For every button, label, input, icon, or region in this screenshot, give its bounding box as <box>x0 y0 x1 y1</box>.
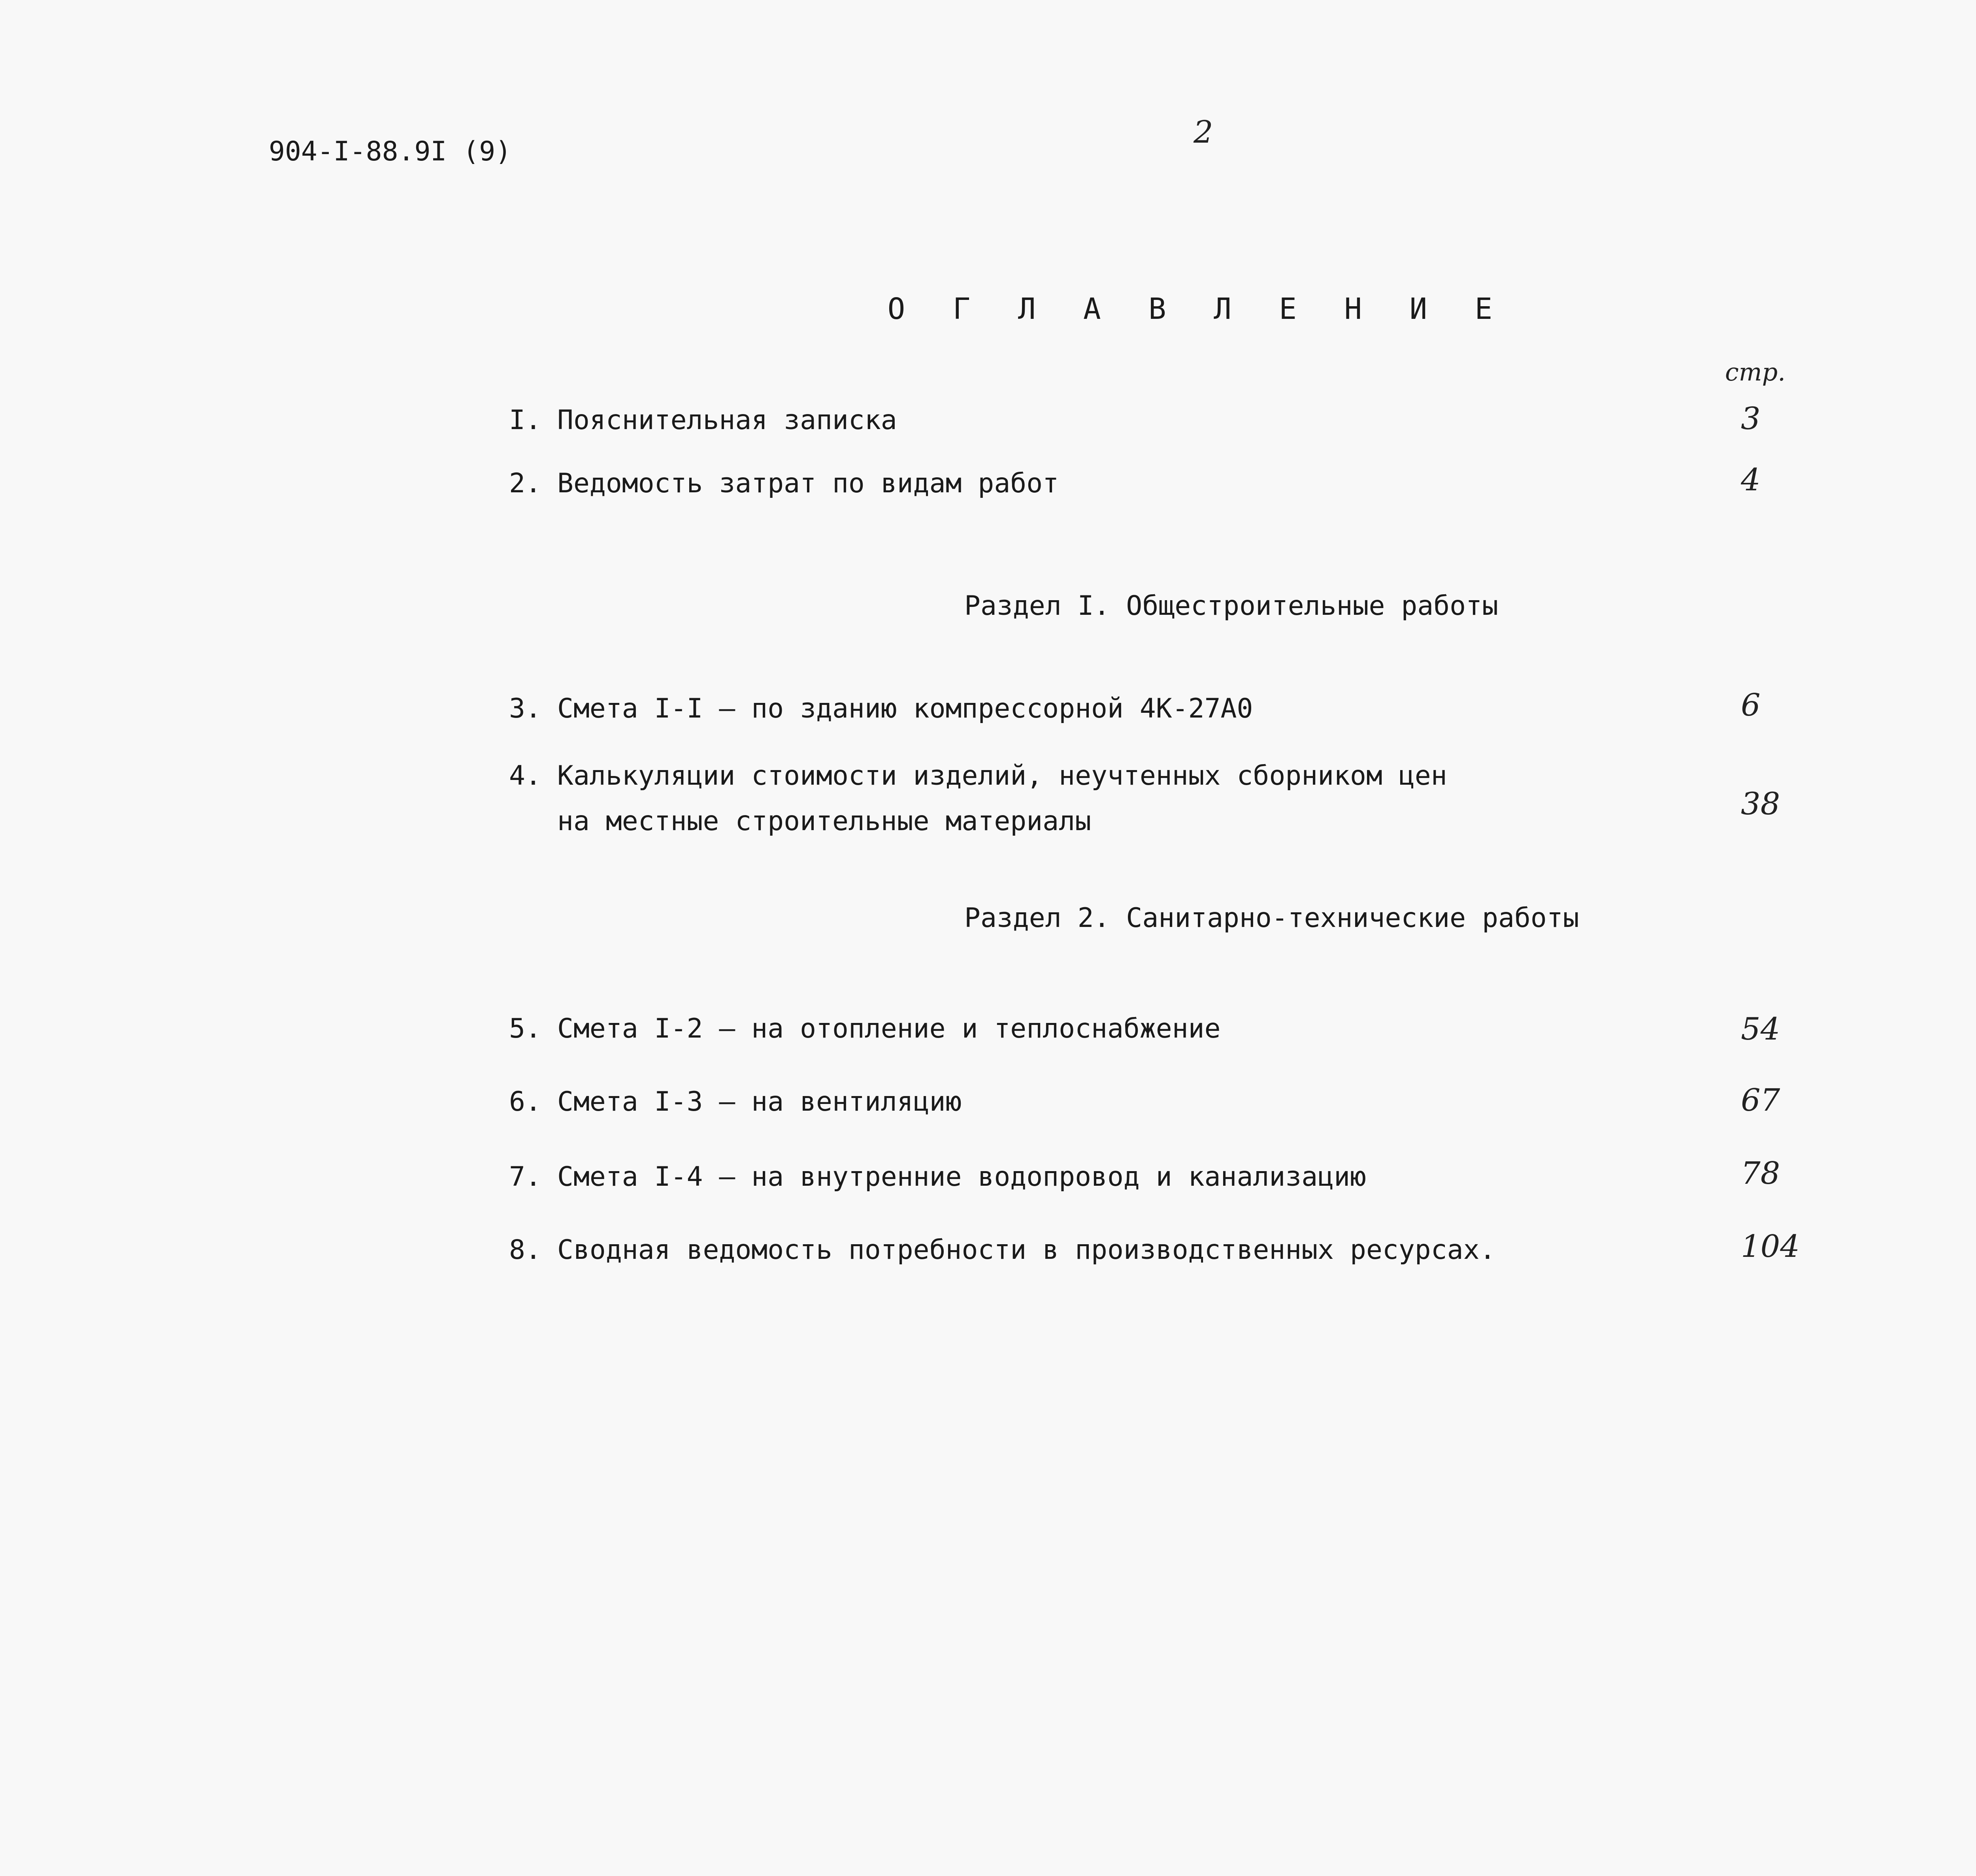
toc-item-number: 7. <box>509 1161 541 1192</box>
toc-item-number: 8. <box>509 1234 541 1266</box>
page-column-label: стр. <box>1725 358 1786 386</box>
toc-item-text: Ведомость затрат по видам работ <box>557 468 1059 499</box>
toc-item-text: Смета I-3 – на вентиляцию <box>557 1086 962 1117</box>
toc-item-page: 3 <box>1741 401 1761 437</box>
toc-item-number: I. <box>509 405 541 436</box>
section-heading: Раздел 2. Санитарно-технические работы <box>964 902 1579 934</box>
toc-item-number: 3. <box>509 693 541 724</box>
toc-item-text: Сводная ведомость потребности в производственных ресурсах. <box>557 1234 1496 1266</box>
toc-item-text-line-1: Калькуляции стоимости изделий, неучтенных сборником цен <box>557 760 1447 791</box>
toc-item-number: 4. <box>509 760 541 791</box>
toc-item-number: 2. <box>509 468 541 499</box>
document-number: 904-I-88.9I (9) <box>269 136 512 167</box>
toc-item-page: 38 <box>1741 786 1780 822</box>
toc-item-page: 78 <box>1741 1156 1780 1191</box>
toc-item-text: Пояснительная записка <box>557 405 897 436</box>
toc-item-number: 5. <box>509 1013 541 1044</box>
toc-item-page: 54 <box>1741 1011 1780 1047</box>
toc-item-page: 4 <box>1741 462 1761 498</box>
toc-item-number: 6. <box>509 1086 541 1117</box>
toc-item-text: Смета I-4 – на внутренние водопровод и канализацию <box>557 1161 1366 1192</box>
page-number: 2 <box>1194 115 1213 150</box>
toc-item-text: Смета I-2 – на отопление и теплоснабжение <box>557 1013 1221 1044</box>
toc-title: О Г Л А В Л Е Н И Е <box>887 292 1508 326</box>
toc-item-text: Смета I-I – по зданию компрессорной 4К-27А0 <box>557 693 1253 724</box>
toc-item-page: 6 <box>1741 687 1761 723</box>
toc-item-page: 104 <box>1741 1229 1800 1264</box>
section-heading: Раздел I. Общестроительные работы <box>964 590 1499 622</box>
toc-item-page: 67 <box>1741 1083 1780 1118</box>
toc-item-text-line-2: на местные строительные материалы <box>557 806 1092 837</box>
